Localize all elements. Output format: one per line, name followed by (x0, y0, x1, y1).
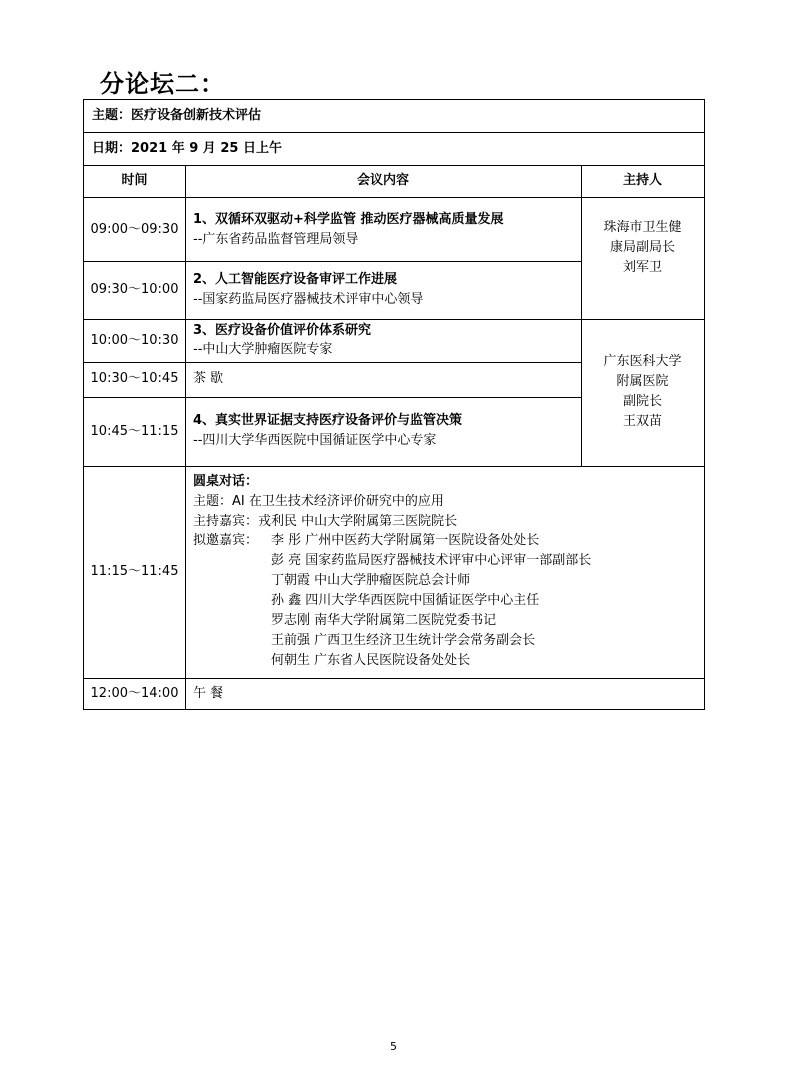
host-line: 广东医科大学 (603, 354, 682, 369)
host-info (581, 352, 704, 432)
time-cell: 10:00～10:30 (90, 333, 179, 348)
roundtable-heading: 圆桌对话： (193, 474, 259, 489)
host-line: 珠海市卫生健 (603, 220, 682, 235)
host-info (581, 218, 704, 278)
forum-date: 日期：2021 年 9 月 25 日上午 (92, 141, 282, 156)
time-cell: 10:30～10:45 (90, 371, 179, 386)
time-cell: 09:30～10:00 (90, 282, 179, 297)
column-header-content: 会议内容 (356, 173, 409, 188)
column-header-host: 主持人 (622, 173, 662, 188)
roundtable-topic: 主题：AI 在卫生技术经济评价研究中的应用 (193, 494, 444, 509)
session-speaker: --国家药监局医疗器械技术评审中心领导 (193, 292, 424, 307)
guest-entry: 彭 亮 国家药监局医疗器械技术评审中心评审一部副部长 (271, 553, 592, 568)
session-title: 3、医疗设备价值评价体系研究 (193, 323, 372, 338)
page-heading: 分论坛二： (100, 69, 225, 98)
roundtable-moderator: 主持嘉宾：戎利民 中山大学附属第三医院院长 (193, 514, 458, 529)
host-name: 刘军卫 (622, 260, 662, 275)
page-number: 5 (390, 1040, 397, 1053)
guest-entry: 孙 鑫 四川大学华西医院中国循证医学中心主任 (271, 593, 540, 608)
session-speaker: --广东省药品监督管理局领导 (193, 232, 359, 247)
time-cell: 10:45～11:15 (90, 424, 179, 439)
guest-entry: 何朝生 广东省人民医院设备处处长 (271, 653, 471, 668)
time-cell: 11:15～11:45 (90, 564, 179, 579)
session-title: 1、双循环双驱动+科学监管 推动医疗器械高质量发展 (193, 212, 504, 227)
guest-entry: 罗志刚 南华大学附属第二医院党委书记 (271, 613, 497, 628)
guest-entry: 丁朝霞 中山大学肿瘤医院总会计师 (271, 573, 471, 588)
time-cell: 09:00～09:30 (90, 222, 179, 237)
time-cell: 12:00～14:00 (90, 686, 179, 701)
session-speaker: --中山大学肿瘤医院专家 (193, 342, 333, 357)
column-header-time: 时间 (121, 173, 148, 188)
lunch: 午 餐 (193, 686, 224, 701)
session-title: 4、真实世界证据支持医疗设备评价与监管决策 (193, 413, 463, 428)
guest-entry: 李 彤 广州中医药大学附属第一医院设备处处长 (271, 533, 540, 548)
host-name: 王双苗 (622, 414, 662, 429)
session-speaker: --四川大学华西医院中国循证医学中心专家 (193, 433, 437, 448)
agenda-table (83, 99, 705, 710)
host-line: 副院长 (622, 394, 662, 409)
host-line: 附属医院 (616, 374, 669, 389)
tea-break: 茶 歇 (193, 371, 224, 386)
guest-entry: 王前强 广西卫生经济卫生统计学会常务副会长 (271, 633, 536, 648)
host-line: 康局副局长 (609, 240, 675, 255)
session-title: 2、人工智能医疗设备审评工作进展 (193, 272, 398, 287)
forum-theme: 主题：医疗设备创新技术评估 (92, 108, 262, 123)
guests-label: 拟邀嘉宾： (193, 533, 259, 548)
